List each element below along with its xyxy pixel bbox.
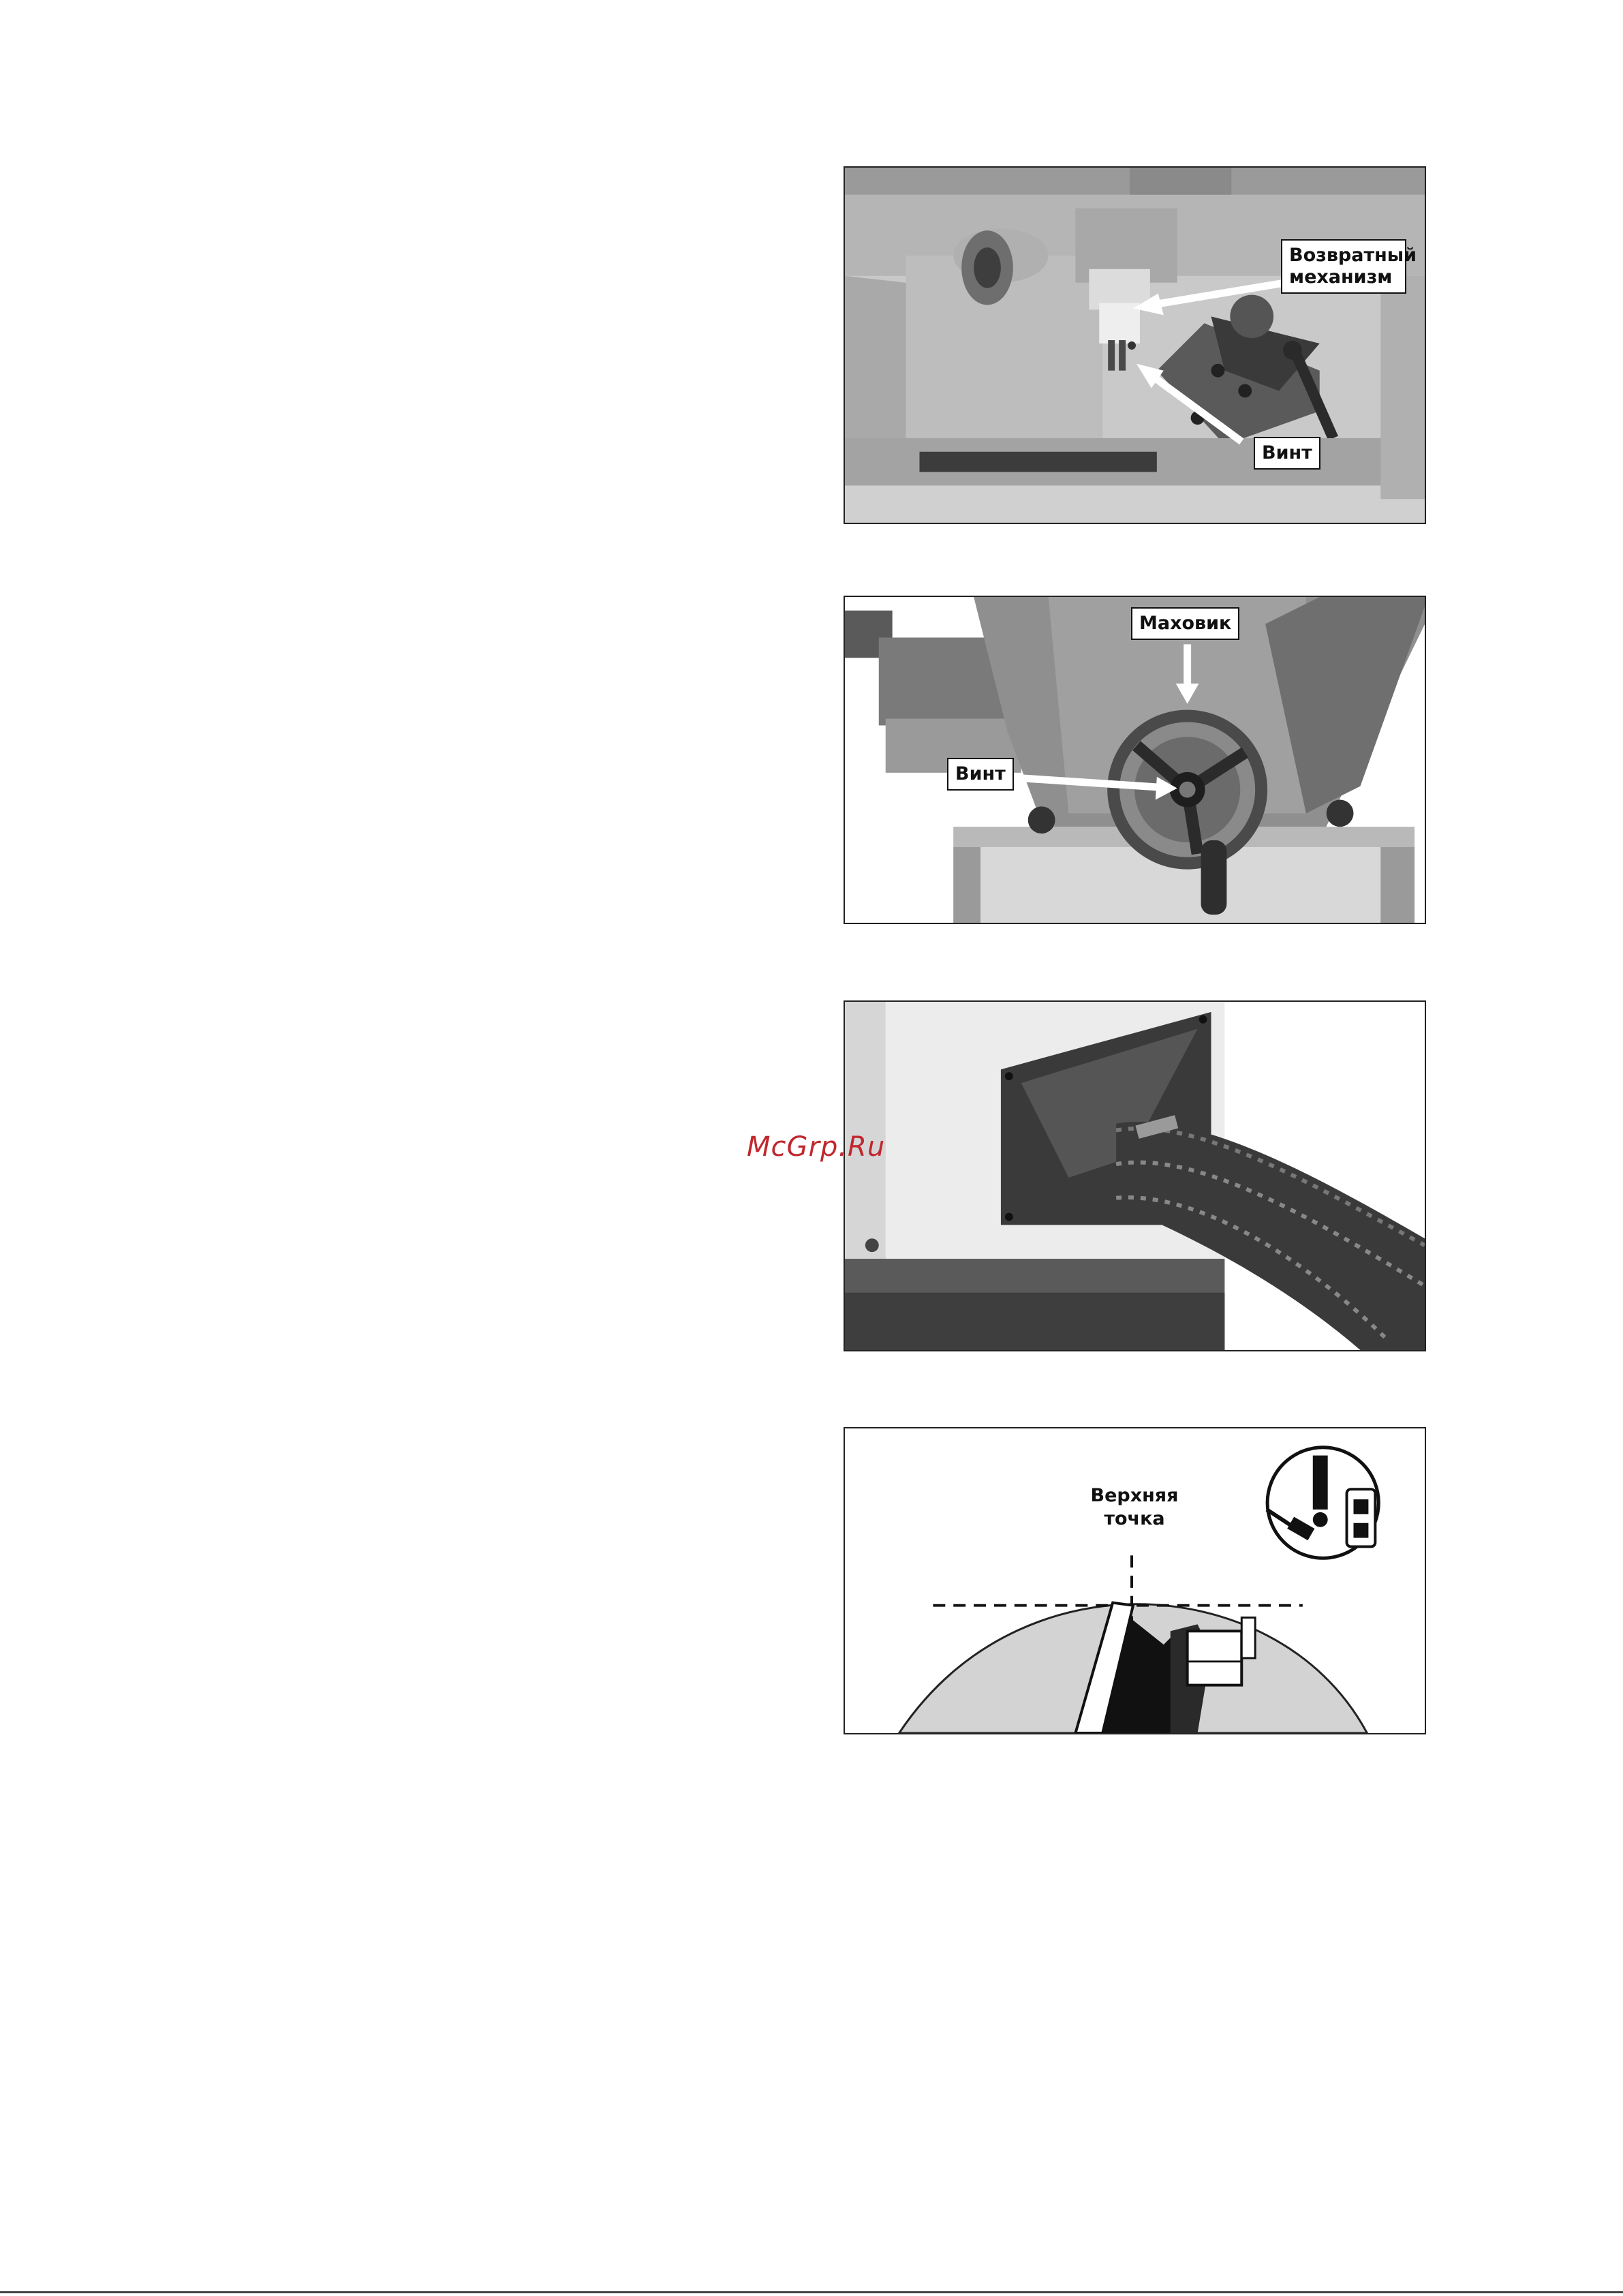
dust-port-photo (845, 1002, 1425, 1350)
figure-top-dead-center (844, 1427, 1426, 1734)
handwheel-photo (845, 597, 1425, 923)
screw-callout: Винт (1254, 437, 1320, 470)
top-dead-center-diagram (845, 1428, 1425, 1733)
unplug-warning-icon (1267, 1448, 1378, 1559)
figure-dust-port (844, 1000, 1426, 1351)
top-point-label: Верхняя точка (1090, 1485, 1179, 1529)
return-mechanism-photo (845, 168, 1425, 523)
return-mechanism-callout: Возвратный механизм (1281, 239, 1406, 294)
watermark: McGrp.Ru (747, 1131, 886, 1163)
handwheel-callout: Маховик (1131, 607, 1239, 640)
screw-callout: Винт (947, 758, 1014, 791)
footer-rule (0, 2291, 1623, 2293)
figure-handwheel (844, 596, 1426, 924)
figure-return-mechanism (844, 166, 1426, 524)
